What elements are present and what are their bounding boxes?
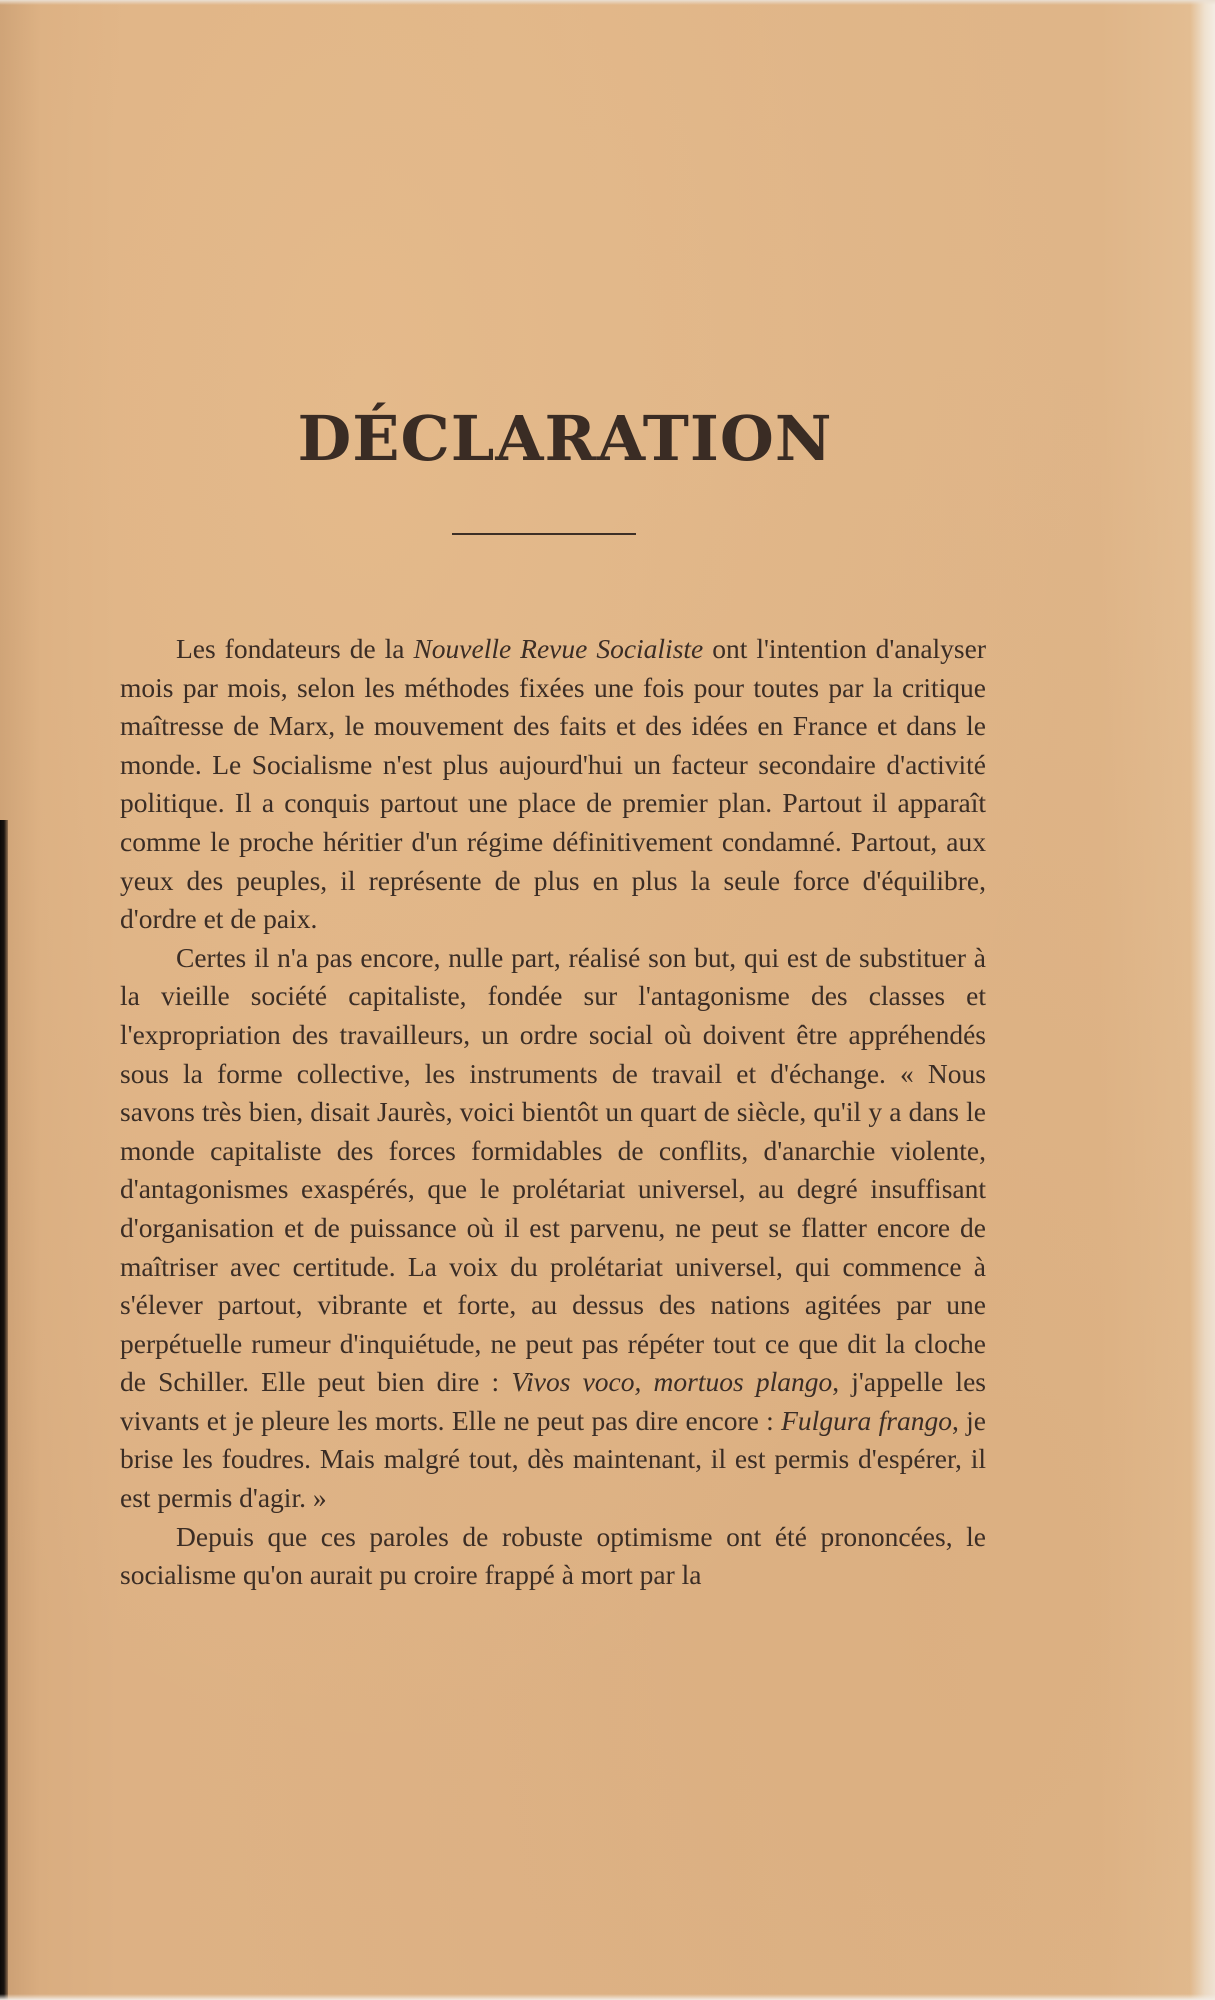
paragraph-2 bbox=[120, 939, 986, 1518]
text-segment: , je brise les foudres. Mais malgré tout, dès maintenant, il est permis d'espérer, il est permis d'agir. » bbox=[120, 1404, 987, 1514]
page-bottom-edge bbox=[0, 1994, 1215, 2000]
text-segment: , j'appelle les vivants et je pleure les morts. Elle ne peut pas dire encore : bbox=[120, 1366, 986, 1436]
latin-quote-italic: Vivos voco, mortuos plango bbox=[511, 1366, 833, 1398]
page-title: DÉCLARATION bbox=[297, 402, 833, 475]
text-segment: ont l'intention d'analyser mois par mois, selon les méthodes fixées une fois pour toutes par la critique maîtresse de Marx, le mouvement des faits et des idées en France et dans le monde. Le Socialisme n'est plus aujourd'hui un facteur secondaire d'activité politique. Il a conquis partout une place de premier plan. Partout il apparaît comme le proche héritier d'un régime définitivement condamné. Partout, aux yeux des peuples, il représente de plus en plus la seule force d'équilibre, d'ordre et de paix. bbox=[120, 633, 986, 935]
text-segment: Depuis que ces paroles de robuste optimisme ont été prononcées, le socialisme qu'on aurait pu croire frappé à mort par la bbox=[120, 1520, 986, 1591]
binding-shadow bbox=[0, 820, 8, 2000]
page-top-edge bbox=[0, 0, 1215, 5]
body-text bbox=[120, 630, 986, 1595]
latin-quote-italic: Fulgura frango bbox=[781, 1404, 952, 1436]
text-segment: Certes il n'a pas encore, nulle part, réalisé son but, qui est de substituer à la vieille société capitaliste, fondée sur l'antagonisme des classes et l'expropriation des travailleurs, un ordre social où doivent être appréhendés sous la forme collective, les instruments de travail et d'échange. « Nous savons très bien, disait Jaurès, voici bientôt un quart de siècle, qu'il y a dans le monde capitaliste des forces formidables de conflits, d'anarchie violente, d'antagonismes exaspérés, que le prolétariat universel, au degré insuffisant d'organisation et de puissance où il est parvenu, ne peut se flatter encore de maîtriser avec certitude. La voix du prolétariat universel, qui commence à s'élever partout, vibrante et forte, au dessus des nations agitées par une perpétuelle rumeur d'inquiétude, ne peut pas répéter tout ce que dit la cloche de Schiller. Elle peut bien dire : bbox=[120, 941, 986, 1398]
text-segment: Les fondateurs de la bbox=[176, 633, 414, 664]
journal-title-italic: Nouvelle Revue Socialiste bbox=[413, 633, 704, 664]
paragraph-3 bbox=[120, 1518, 986, 1595]
paragraph-1 bbox=[120, 630, 986, 939]
title-separator-rule bbox=[452, 533, 636, 535]
